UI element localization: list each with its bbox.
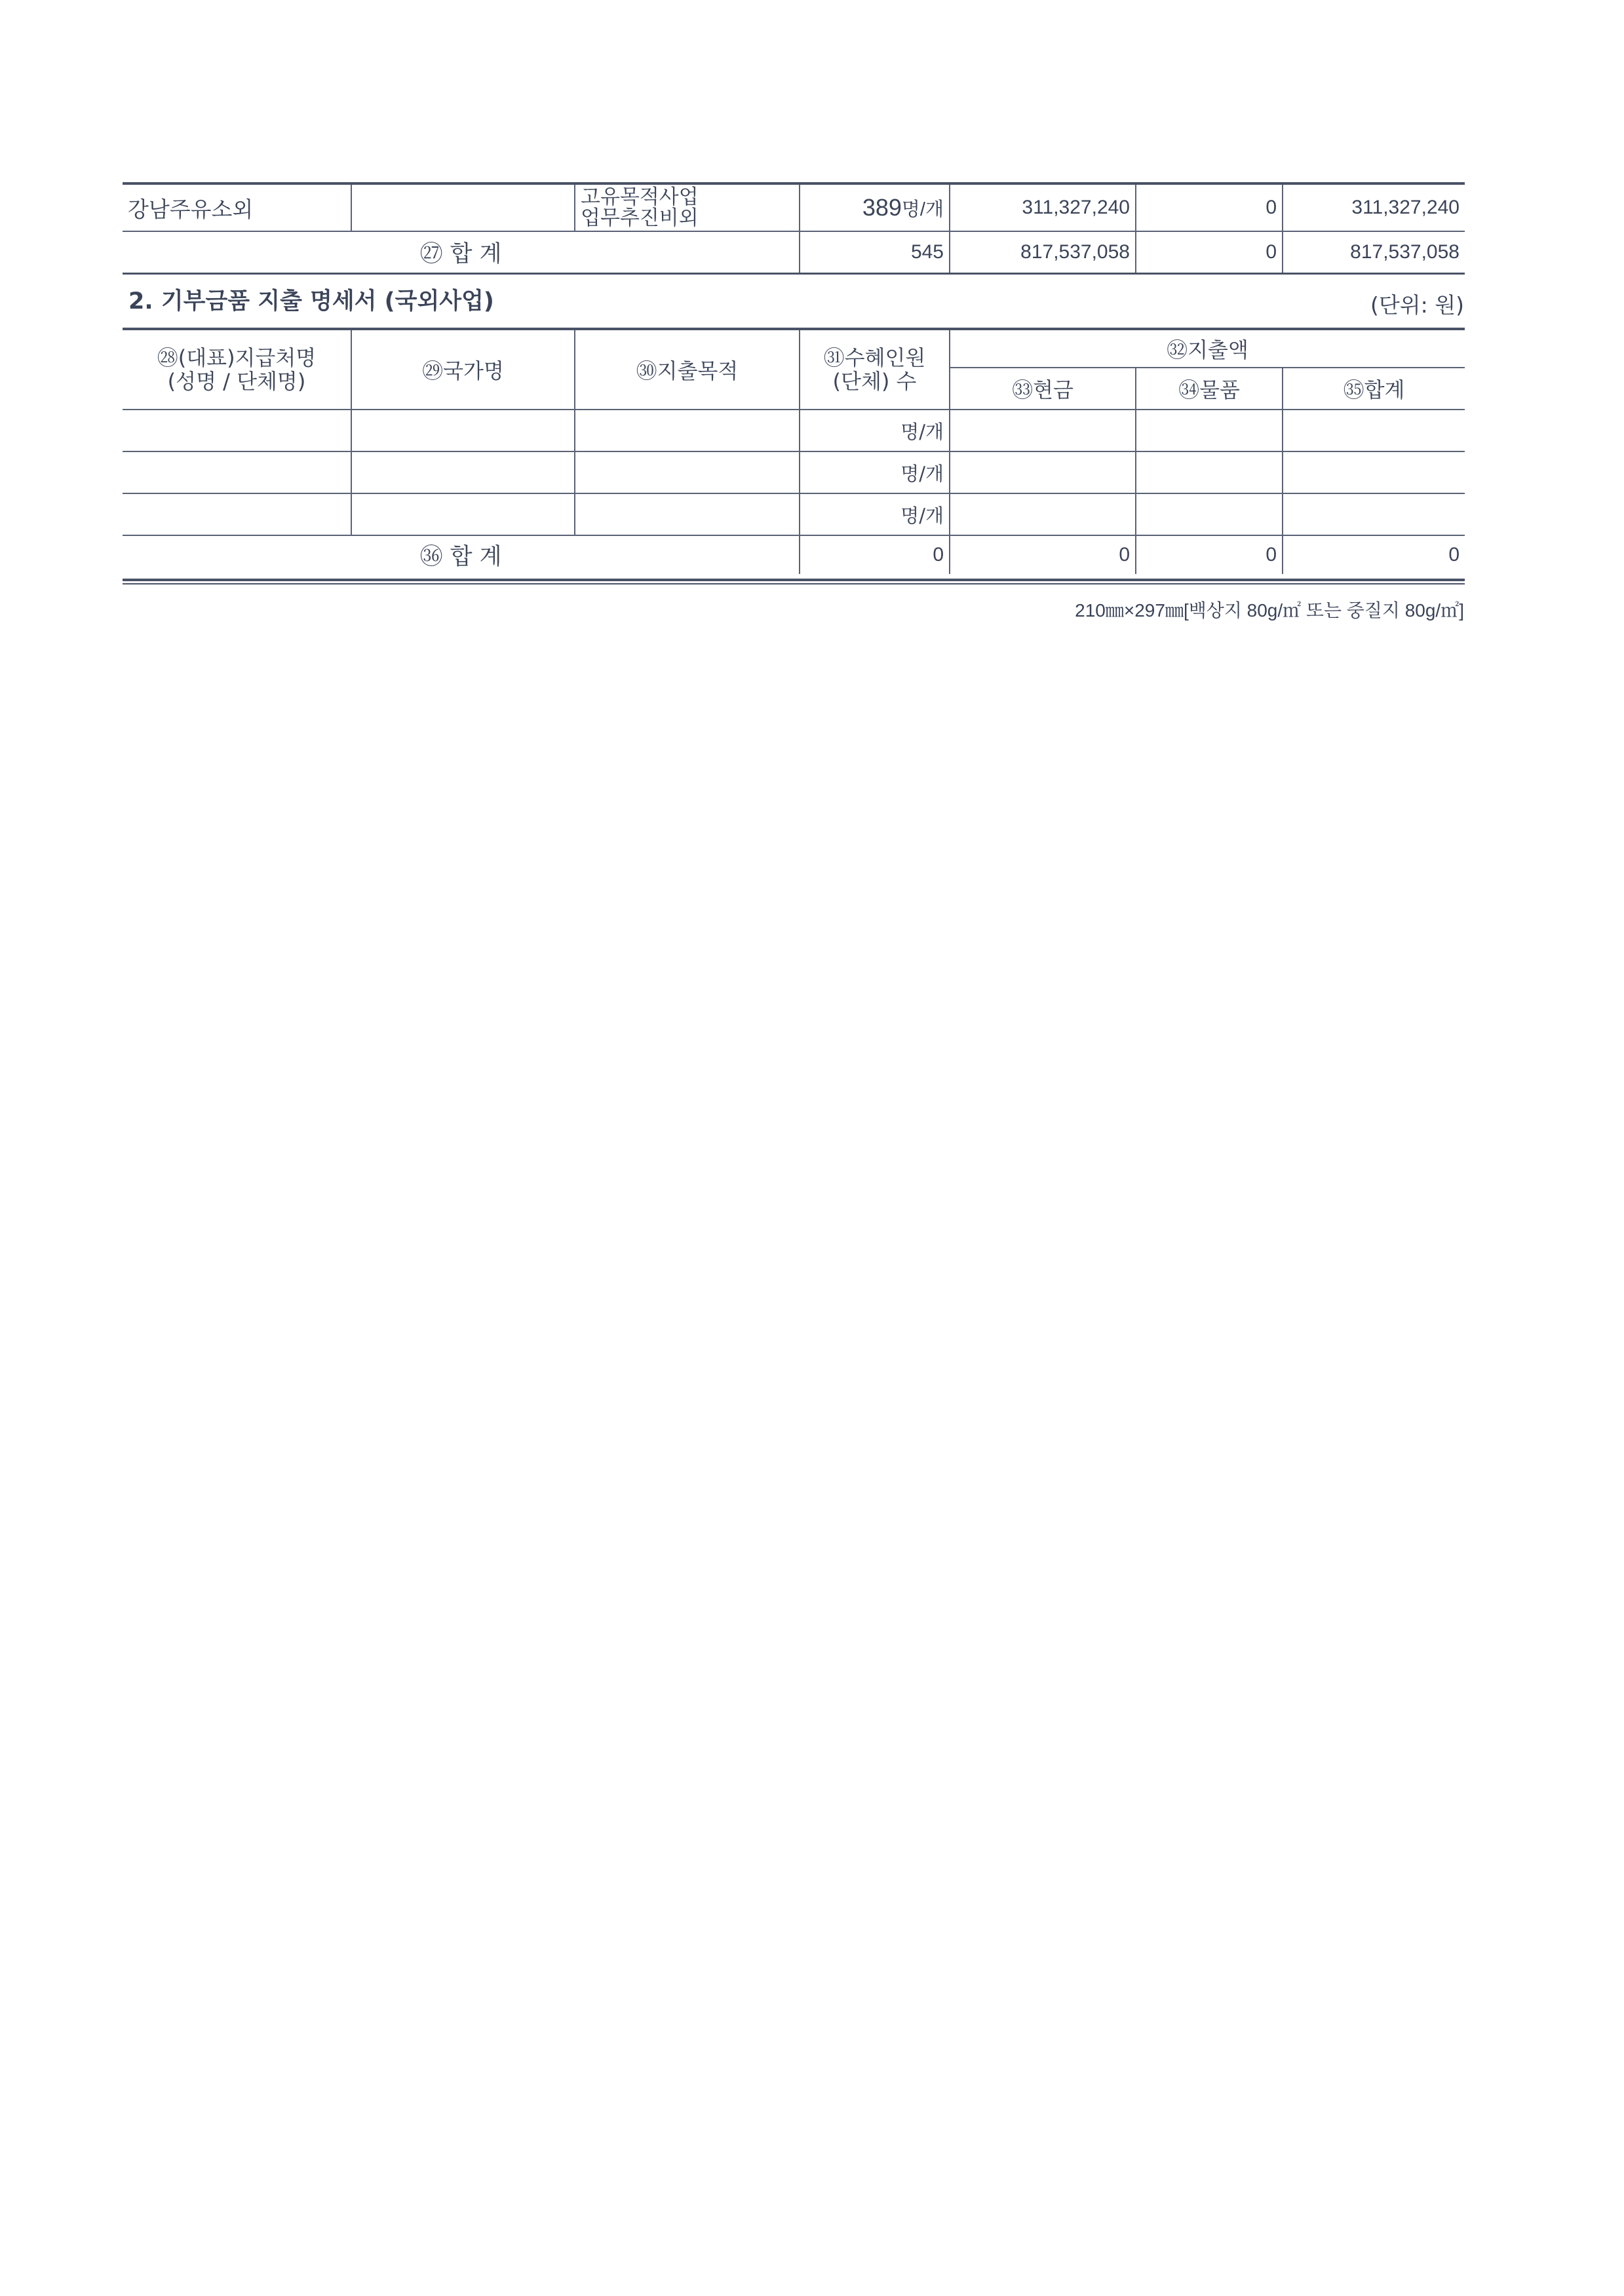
header-purpose: ㉚지출목적 <box>575 329 800 410</box>
header-beneficiaries-line-2: (단체) 수 <box>832 369 917 394</box>
section-title: 2. 기부금품 지출 명세서 (국외사업) <box>128 288 494 315</box>
purpose-cell <box>575 410 800 451</box>
beneficiaries-unit: 명/개 <box>901 199 944 220</box>
table-row <box>123 183 1465 231</box>
header-recipient-line-2: (성명 / 단체명) <box>167 369 306 394</box>
header-cash: ㉝현금 <box>950 368 1136 410</box>
header-recipient-line-1: ㉘(대표)지급처명 <box>157 345 317 370</box>
paper-spec-note: 210㎜×297㎜[백상지 80g/㎡ 또는 중질지 80g/㎡] <box>1075 600 1464 621</box>
table-row <box>123 410 1465 451</box>
header-beneficiaries-line-1: ㉛수혜인원 <box>823 345 926 370</box>
header-country: ㉙국가명 <box>351 329 575 410</box>
total-label: ㊱ 합 계 <box>123 535 800 574</box>
goods-cell <box>1136 493 1283 535</box>
header-beneficiaries <box>800 329 950 410</box>
goods-cell <box>1136 410 1283 451</box>
sum-cell <box>1283 451 1465 493</box>
total-sum: 0 <box>1448 544 1460 565</box>
purpose-cell <box>575 183 800 231</box>
sum-cell <box>1283 493 1465 535</box>
goods-cell: 0 <box>1136 183 1283 231</box>
total-beneficiaries: 0 <box>800 535 950 574</box>
total-goods: 0 <box>1136 535 1283 574</box>
country-cell <box>351 493 575 535</box>
recipient-cell <box>123 493 351 535</box>
total-row <box>123 535 1465 574</box>
beneficiaries-unit: 명/개 <box>800 410 950 451</box>
country-cell <box>351 183 575 231</box>
cash-cell: 311,327,240 <box>950 183 1136 231</box>
total-label: ㉗ 합 계 <box>123 231 800 274</box>
purpose-cell <box>575 493 800 535</box>
beneficiaries-cell <box>800 183 950 231</box>
total-beneficiaries: 545 <box>800 231 950 274</box>
country-cell <box>351 451 575 493</box>
overseas-expenditure-table <box>123 328 1465 574</box>
purpose-cell <box>575 451 800 493</box>
beneficiaries-count: 389 <box>862 194 902 221</box>
header-recipient <box>123 329 351 410</box>
total-sum: 817,537,058 <box>1283 231 1465 274</box>
total-cash: 0 <box>950 535 1136 574</box>
header-sum: ㉟합계 <box>1283 368 1465 410</box>
unit-note: (단위: 원) <box>1370 292 1464 318</box>
total-goods: 0 <box>1136 231 1283 274</box>
domestic-expenditure-table <box>123 182 1465 275</box>
header-goods: ㉞물품 <box>1136 368 1283 410</box>
total-cell: 311,327,240 <box>1283 183 1465 231</box>
table-row <box>123 451 1465 493</box>
recipient-cell <box>123 410 351 451</box>
cash-cell <box>950 410 1136 451</box>
recipient-cell <box>123 451 351 493</box>
total-row <box>123 231 1465 274</box>
purpose-line-2: 업무추진비외 <box>581 206 699 230</box>
goods-cell <box>1136 451 1283 493</box>
table-row <box>123 493 1465 535</box>
beneficiaries-unit: 명/개 <box>800 493 950 535</box>
bottom-double-rule <box>123 579 1465 584</box>
country-cell <box>351 410 575 451</box>
recipient-cell: 강남주유소외 <box>123 183 351 231</box>
sum-cell <box>1283 410 1465 451</box>
purpose-line-1: 고유목적사업 <box>581 185 699 209</box>
cash-cell <box>950 451 1136 493</box>
cash-cell <box>950 493 1136 535</box>
total-cash: 817,537,058 <box>950 231 1136 274</box>
beneficiaries-unit: 명/개 <box>800 451 950 493</box>
header-row <box>123 329 1465 368</box>
header-expenditure: ㉜지출액 <box>950 329 1465 368</box>
